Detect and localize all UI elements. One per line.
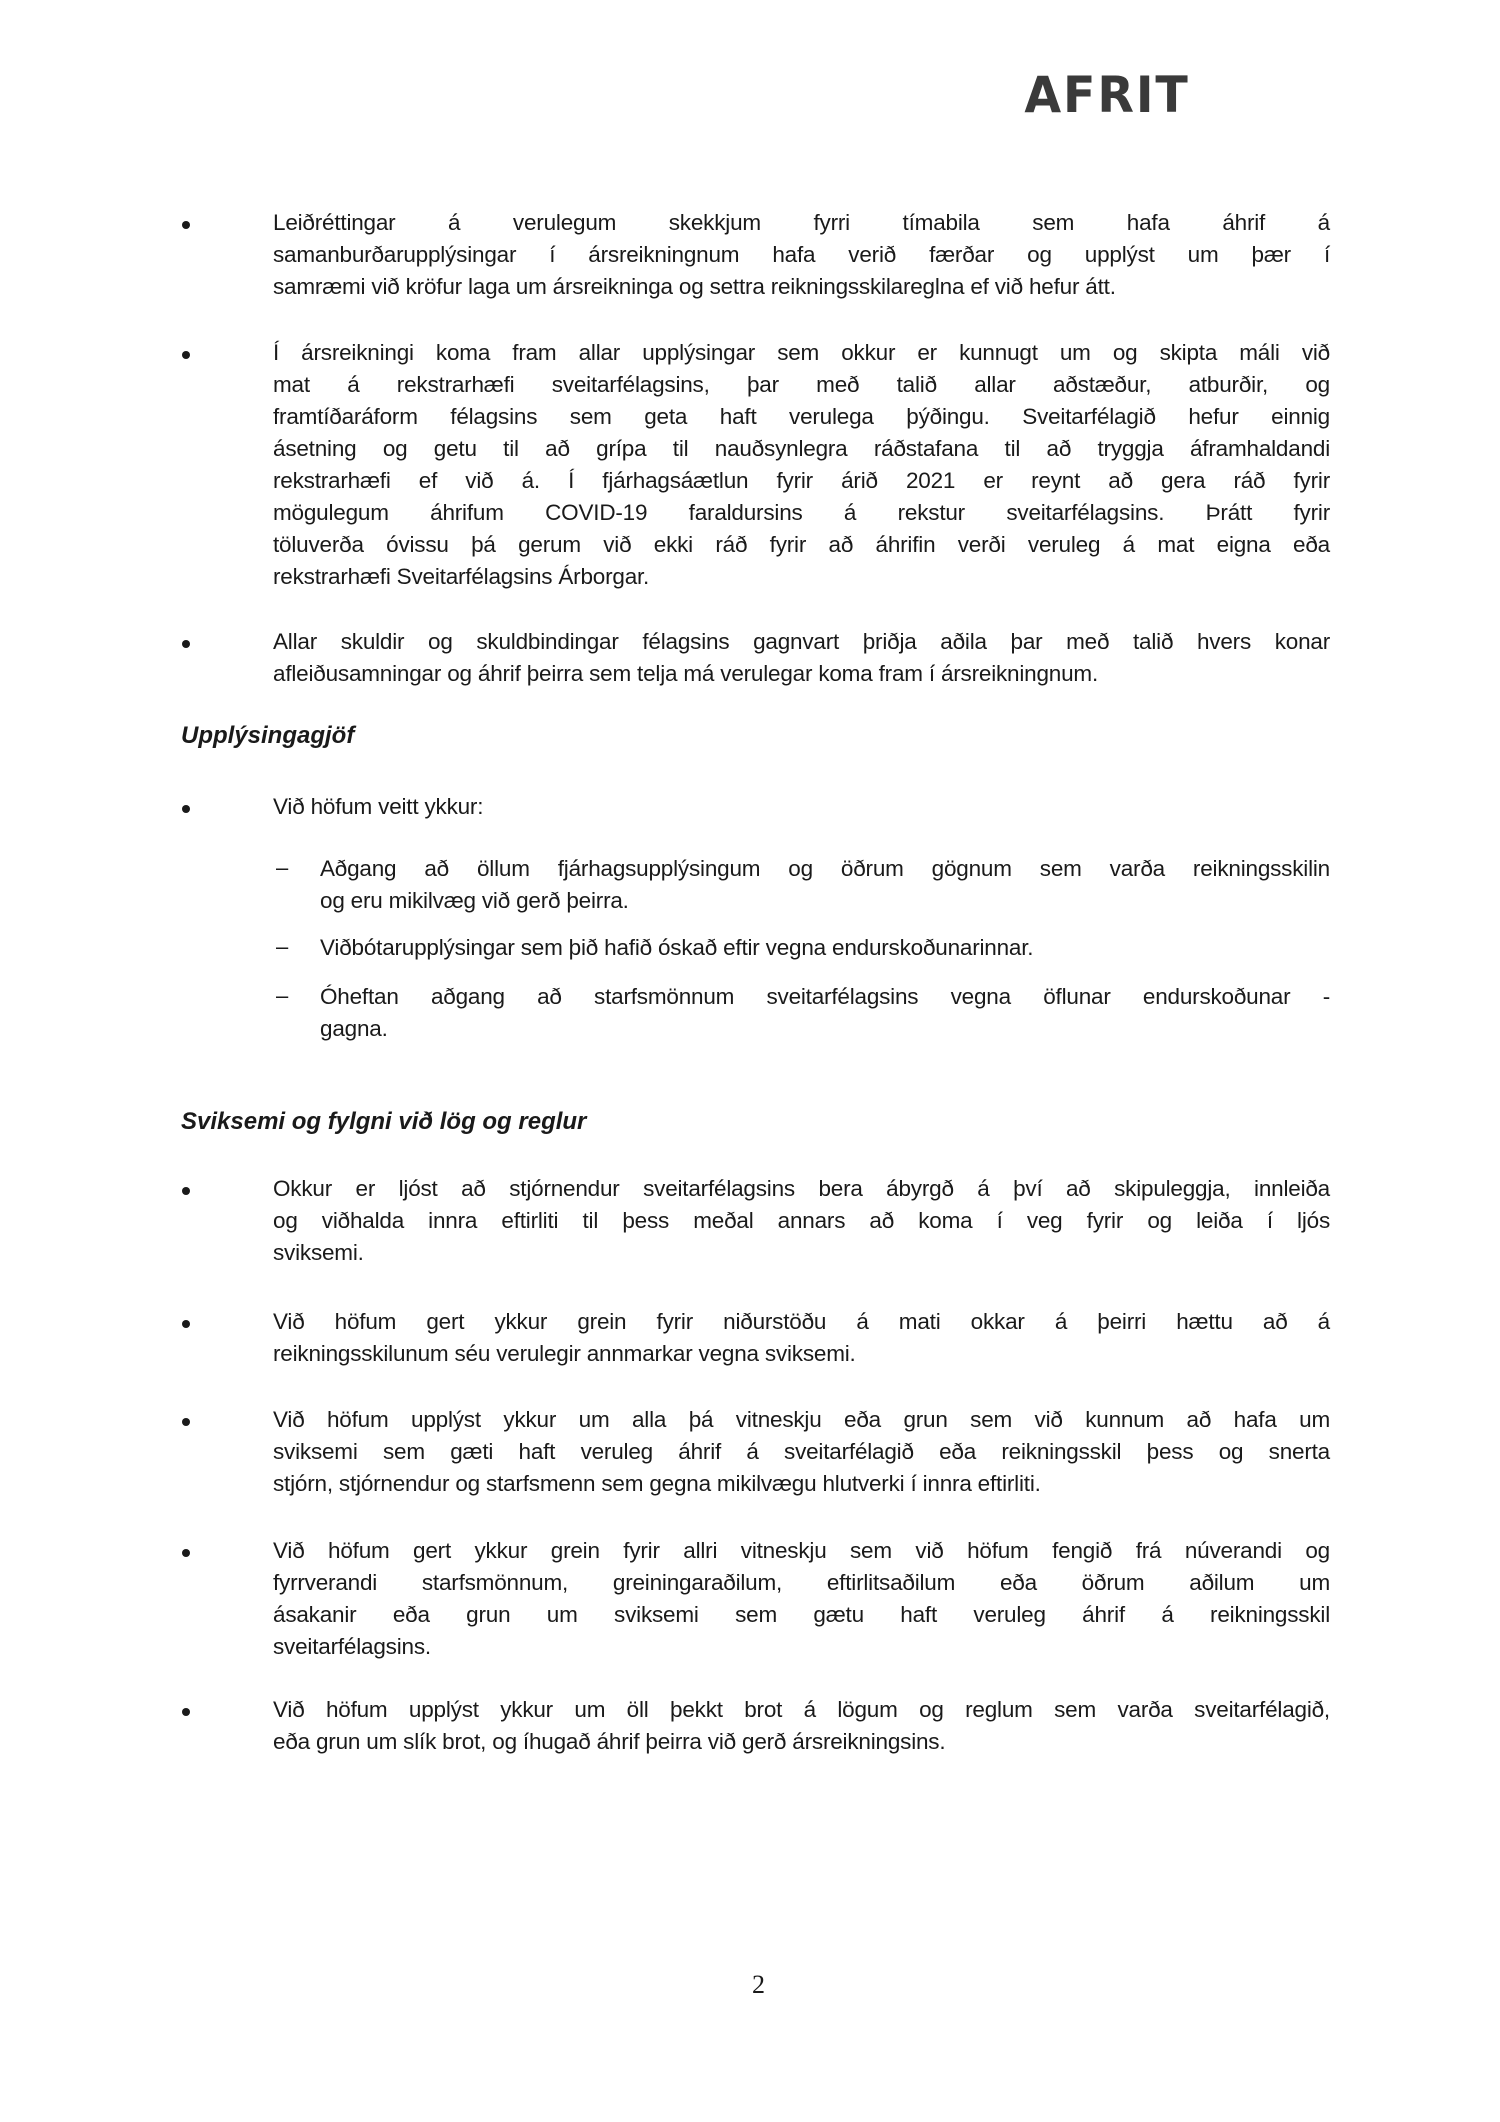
text-line: sveitarfélagsins. [273,1634,431,1659]
text-line: ásetning og getu til að grípa til nauðsynlegra ráðstafana til að tryggja áframhaldandi [273,436,1330,461]
sub-list-item [320,981,1330,1045]
afrit-stamp: AFRIT [1024,66,1190,124]
bullet-icon [182,1418,190,1426]
bullet-icon [182,1320,190,1328]
text-line: Við höfum gert ykkur grein fyrir niðurstöðu á mati okkar á þeirri hættu að á [273,1309,1330,1334]
page-number: 2 [752,1970,765,1999]
bullet-icon [182,221,190,229]
list-item [273,1404,1330,1500]
text-line: Viðbótarupplýsingar sem þið hafið óskað eftir vegna endurskoðunarinnar. [320,935,1034,960]
text-line: framtíðaráform félagsins sem geta haft verulega þýðingu. Sveitarfélagið hefur einnig [273,404,1330,429]
text-line: afleiðusamningar og áhrif þeirra sem telja má verulegar koma fram í ársreikningnum. [273,661,1099,686]
text-line: mögulegum áhrifum COVID-19 faraldursins á rekstur sveitarfélagsins. Þrátt fyrir [273,500,1330,525]
list-item [273,626,1330,690]
text-line: eða grun um slík brot, og íhugað áhrif þeirra við gerð ársreikningsins. [273,1729,946,1754]
text-line: töluverða óvissu þá gerum við ekki ráð fyrir að áhrifin verði veruleg á mat eigna eða [273,532,1330,557]
text-line: reikningsskilunum séu verulegir annmarkar vegna sviksemi. [273,1341,856,1366]
text-line: gagna. [320,1016,388,1041]
text-line: ásakanir eða grun um sviksemi sem gætu haft veruleg áhrif á reikningsskil [273,1602,1330,1627]
section-heading: Upplýsingagjöf [181,722,355,749]
text-line: Við höfum upplýst ykkur um alla þá vitneskju eða grun sem við kunnum að hafa um [273,1407,1330,1432]
text-line: rekstrarhæfi Sveitarfélagsins Árborgar. [273,564,650,589]
text-line: Við höfum upplýst ykkur um öll þekkt brot á lögum og reglum sem varða sveitarfélagið, [273,1697,1330,1722]
bullet-icon [182,1549,190,1557]
text-line: stjórn, stjórnendur og starfsmenn sem gegna mikilvægu hlutverki í innra eftirliti. [273,1471,1041,1496]
text-line: Við höfum veitt ykkur: [273,794,484,819]
text-line: mat á rekstrarhæfi sveitarfélagsins, þar með talið allar aðstæður, atburðir, og [273,372,1330,397]
text-line: Óheftan aðgang að starfsmönnum sveitarfélagsins vegna öflunar endurskoðunar - [320,984,1330,1009]
dash-marker: – [276,855,289,880]
text-line: fyrrverandi starfsmönnum, greiningaraðilum, eftirlitsaðilum eða öðrum aðilum um [273,1570,1330,1595]
sub-list-item [320,932,1330,964]
text-line: og viðhalda innra eftirliti til þess meðal annars að koma í veg fyrir og leiða í ljós [273,1208,1330,1233]
section-heading: Sviksemi og fylgni við lög og reglur [181,1108,587,1135]
text-line: Við höfum gert ykkur grein fyrir allri vitneskju sem við höfum fengið frá núverandi og [273,1538,1330,1563]
bullet-icon [182,351,190,359]
list-item [273,1173,1330,1269]
bullet-icon [182,805,190,813]
text-line: sviksemi. [273,1240,364,1265]
list-item [273,207,1330,303]
list-item [273,1694,1330,1758]
list-item [273,791,1330,823]
bullet-icon [182,1708,190,1716]
text-line: Í ársreikningi koma fram allar upplýsingar sem okkur er kunnugt um og skipta máli við [273,340,1330,365]
text-line: Aðgang að öllum fjárhagsupplýsingum og öðrum gögnum sem varða reikningsskilin [320,856,1330,881]
list-item [273,337,1330,593]
bullet-icon [182,1187,190,1195]
list-item [273,1306,1330,1370]
text-line: rekstrarhæfi ef við á. Í fjárhagsáætlun fyrir árið 2021 er reynt að gera ráð fyrir [273,468,1330,493]
dash-marker: – [276,934,289,959]
text-line: Allar skuldir og skuldbindingar félagsins gagnvart þriðja aðila þar með talið hvers konar [273,629,1330,654]
bullet-icon [182,640,190,648]
dash-marker: – [276,983,289,1008]
text-line: Okkur er ljóst að stjórnendur sveitarfélagsins bera ábyrgð á því að skipuleggja, innleiða [273,1176,1330,1201]
list-item [273,1535,1330,1663]
text-line: samræmi við kröfur laga um ársreikninga og settra reikningsskilareglna ef við hefur átt. [273,274,1116,299]
text-line: og eru mikilvæg við gerð þeirra. [320,888,629,913]
text-line: sviksemi sem gæti haft veruleg áhrif á sveitarfélagið eða reikningsskil þess og snerta [273,1439,1330,1464]
text-line: Leiðréttingar á verulegum skekkjum fyrri tímabila sem hafa áhrif á [273,210,1330,235]
text-line: samanburðarupplýsingar í ársreikningnum hafa verið færðar og upplýst um þær í [273,242,1330,267]
sub-list-item [320,853,1330,917]
